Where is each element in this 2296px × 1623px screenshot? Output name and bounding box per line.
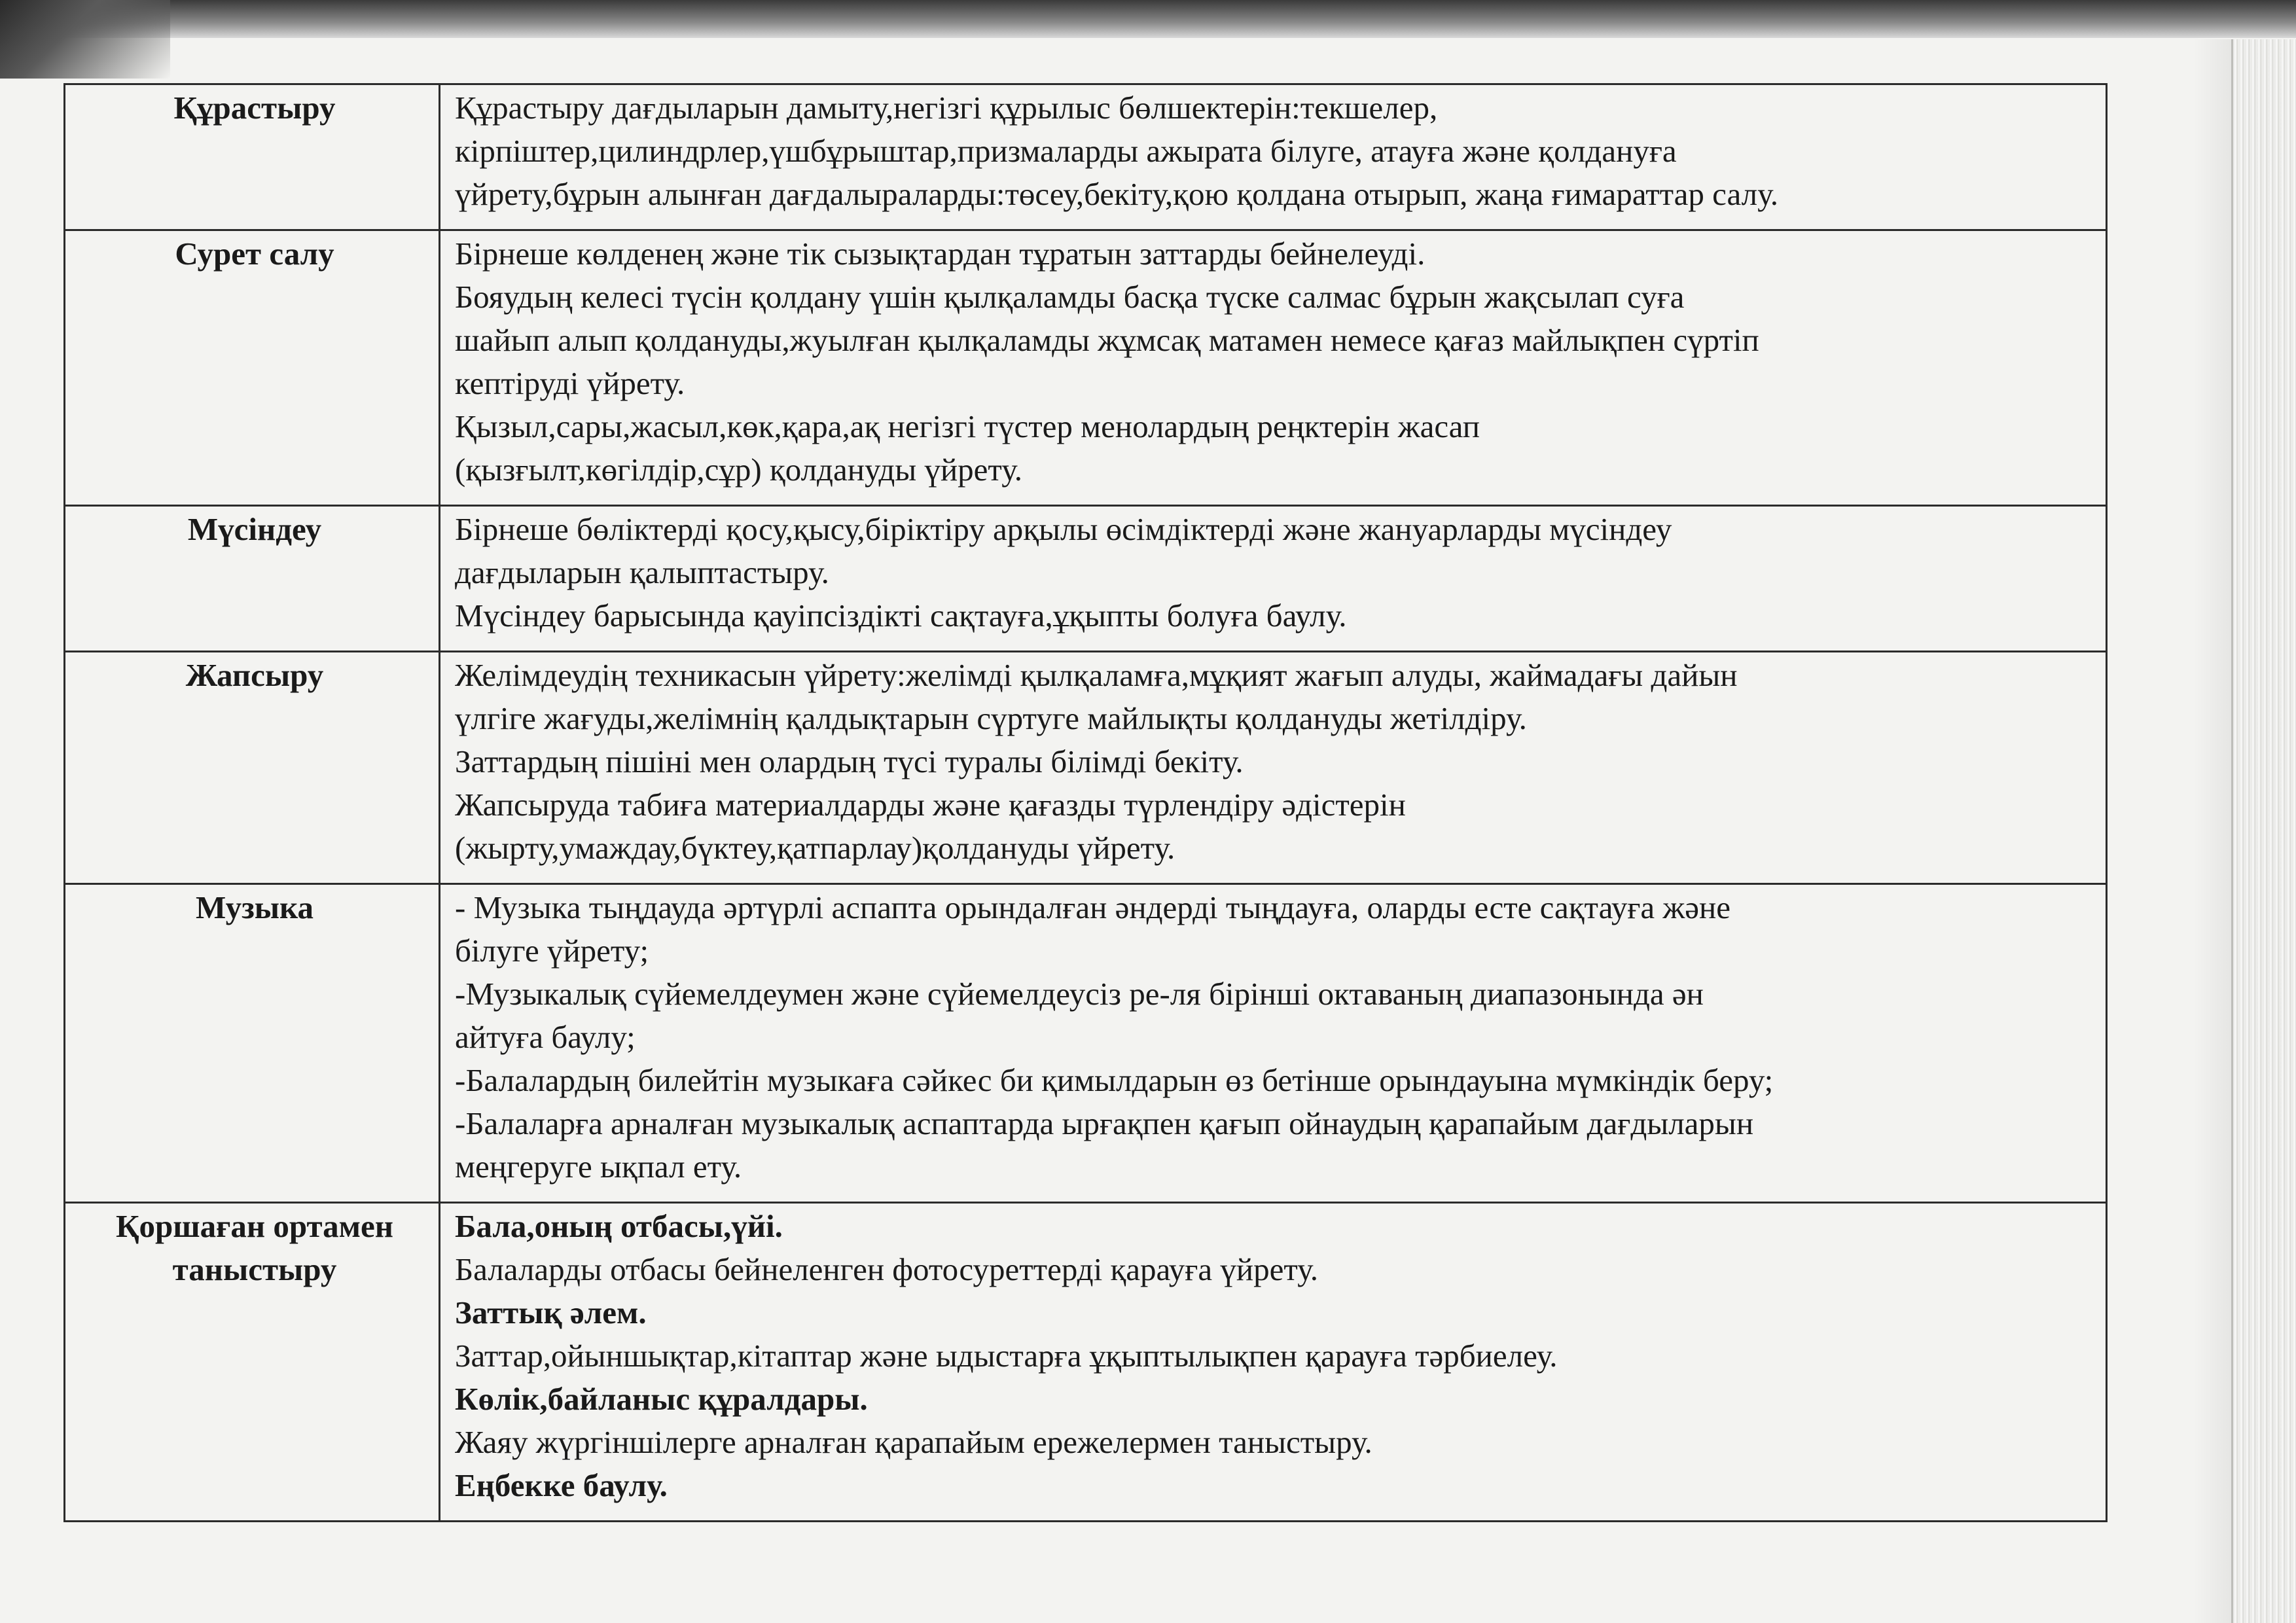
content-cell <box>440 1203 2107 1522</box>
content-line: меңгеруге ықпал ету. <box>455 1149 742 1185</box>
table-row <box>65 1203 2107 1522</box>
content-line: (қызғылт,көгілдір,сұр) қолдануды үйрету. <box>455 452 1023 488</box>
subject-cell: Құрастыру <box>65 84 440 230</box>
content-line: дағдыларын қалыптастыру. <box>455 554 829 590</box>
content-line: үйрету,бұрын алынған дағдалыраларды:төсеу,бекіту,қою қолдана отырып, жаңа ғимараттар салу. <box>455 176 1778 212</box>
content-line: -Музыкалық сүйемелдеумен және сүйемелдеусіз ре-ля бірінші октаваның диапазонында ән <box>455 976 1704 1012</box>
content-line: Құрастыру дағдыларын дамыту,негізгі құрылыс бөлшектерін:текшелер, <box>455 90 1438 126</box>
section-heading: Еңбекке баулу. <box>455 1467 668 1503</box>
content-line: Бірнеше көлденең және тік сызықтардан тұратын заттарды бейнелеуді. <box>455 236 1426 272</box>
content-line: -Балалардың билейтін музыкаға сәйкес би қимылдарын өз бетінше орындауына мүмкіндік беру; <box>455 1062 1774 1098</box>
content-line: - Музыка тыңдауда әртүрлі аспапта орындалған әндерді тыңдауға, оларды есте сақтауға және <box>455 889 1731 925</box>
content-cell <box>440 230 2107 506</box>
content-line: айтуға баулу; <box>455 1019 636 1055</box>
subject-cell: Қоршаған ортамен таныстыру <box>65 1203 440 1522</box>
content-line: Жаяу жүргіншілерге арналған қарапайым ережелермен таныстыру. <box>455 1424 1372 1460</box>
content-line: Балаларды отбасы бейнеленген фотосуреттерді қарауға үйрету. <box>455 1251 1318 1287</box>
subject-cell: Жапсыру <box>65 652 440 884</box>
content-line: шайып алып қолдануды,жуылған қылқаламды жұмсақ матамен немесе қағаз майлықпен сүртіп <box>455 322 1759 358</box>
table-row <box>65 506 2107 652</box>
content-cell <box>440 652 2107 884</box>
section-heading: Заттық әлем. <box>455 1294 647 1330</box>
table-row <box>65 652 2107 884</box>
content-line: білуге үйрету; <box>455 933 649 969</box>
scan-shadow-corner <box>0 0 170 79</box>
content-line: Желімдеудің техникасын үйрету:желімді қылқаламға,мұқият жағып алуды, жаймадағы дайын <box>455 657 1738 693</box>
content-line: Жапсыруда табиға материалдарды және қағазды түрлендіру әдістерін <box>455 787 1406 823</box>
table-row <box>65 884 2107 1203</box>
content-line: Заттардың пішіні мен олардың түсі туралы білімді бекіту. <box>455 743 1244 779</box>
section-heading: Көлік,байланыс құралдары. <box>455 1381 868 1417</box>
content-line: Қызыл,сары,жасыл,көк,қара,ақ негізгі түстер менолардың реңктерін жасап <box>455 408 1480 444</box>
content-line: Мүсіндеу барысында қауіпсіздікті сақтауға,ұқыпты болуға баулу. <box>455 597 1347 633</box>
content-cell <box>440 506 2107 652</box>
content-line: (жырту,умаждау,бүктеу,қатпарлау)қолдануды үйрету. <box>455 830 1175 866</box>
table-row <box>65 84 2107 230</box>
content-line: үлгіге жағуды,желімнің қалдықтарын сүртуге майлықты қолдануды жетілдіру. <box>455 700 1527 736</box>
scan-shadow-top <box>0 0 2296 38</box>
content-line: кірпіштер,цилиндрлер,үшбұрыштар,призмаларды ажырата білуге, атауға және қолдануға <box>455 133 1677 169</box>
content-cell <box>440 884 2107 1203</box>
curriculum-table <box>63 83 2108 1522</box>
curriculum-table-body <box>65 84 2107 1522</box>
table-row <box>65 230 2107 506</box>
content-line: Заттар,ойыншықтар,кітаптар және ыдыстарға ұқыптылықпен қарауға тәрбиелеу. <box>455 1338 1558 1374</box>
content-line: -Балаларға арналған музыкалық аспаптарда ырғақпен қағып ойнаудың қарапайым дағдыларын <box>455 1105 1754 1141</box>
book-page-edge <box>2231 39 2296 1623</box>
subject-cell: Сурет салу <box>65 230 440 506</box>
page-gutter-shadow <box>2194 39 2233 1623</box>
content-line: кептіруді үйрету. <box>455 365 685 401</box>
subject-cell: Музыка <box>65 884 440 1203</box>
section-heading: Бала,оның отбасы,үйі. <box>455 1208 783 1244</box>
content-line: Бірнеше бөліктерді қосу,қысу,біріктіру арқылы өсімдіктерді және жануарларды мүсіндеу <box>455 511 1672 547</box>
subject-cell: Мүсіндеу <box>65 506 440 652</box>
content-line: Бояудың келесі түсін қолдану үшін қылқаламды басқа түске салмас бұрын жақсылап суға <box>455 279 1685 315</box>
content-cell <box>440 84 2107 230</box>
